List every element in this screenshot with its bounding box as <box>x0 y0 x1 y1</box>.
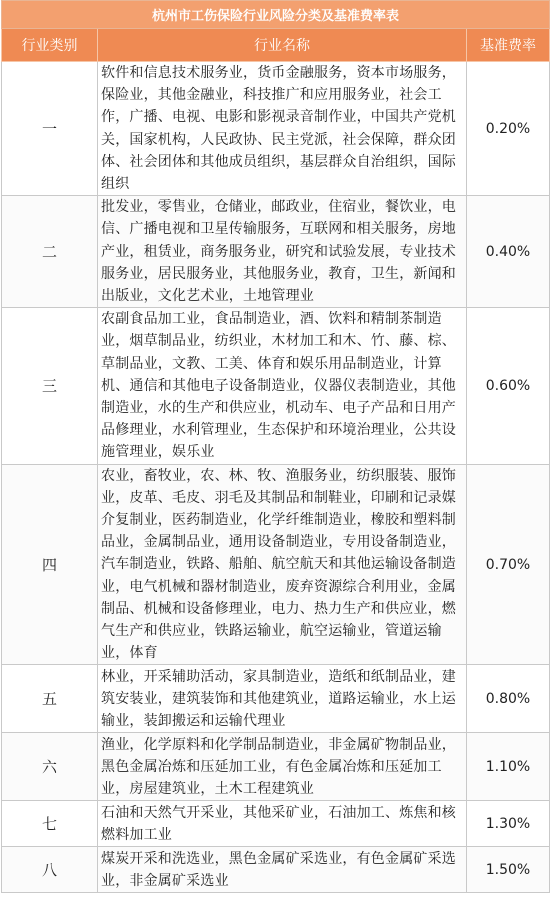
table-row <box>2 665 550 733</box>
table-row <box>2 464 550 665</box>
rate-cell: 1.30% <box>467 801 550 847</box>
category-cell: 四 <box>2 464 98 665</box>
category-cell: 七 <box>2 801 98 847</box>
rate-cell: 0.40% <box>467 196 550 308</box>
category-cell: 五 <box>2 665 98 733</box>
industry-names-cell: 批发业，零售业，仓储业，邮政业，住宿业，餐饮业，电信、广播电视和卫星传输服务，互联网和相关服务，房地产业，租赁业，商务服务业，研究和试验发展，专业技术服务业，居民服务业，其他服务业，教育，卫生，新闻和出版业，文化艺术业，土地管理业 <box>98 196 467 308</box>
rate-cell: 0.70% <box>467 464 550 665</box>
industry-names-cell: 农业，畜牧业，农、林、牧、渔服务业，纺织服装、服饰业，皮革、毛皮、羽毛及其制品和制鞋业，印刷和记录媒介复制业，医药制造业，化学纤维制造业，橡胶和塑料制品业，金属制品业，通用设备制造业，专用设备制造业，汽车制造业，铁路、船舶、航空航天和其他运输设备制造业，电气机械和器材制造业，废弃资源综合利用业，金属制品、机械和设备修理业，电力、热力生产和供应业，燃气生产和供应业，铁路运输业，航空运输业，管道运输业，体育 <box>98 464 467 665</box>
rate-cell: 0.60% <box>467 308 550 464</box>
rate-table <box>1 0 550 893</box>
rate-cell: 1.50% <box>467 847 550 893</box>
industry-names-cell: 渔业，化学原料和化学制品制造业，非金属矿物制品业，黑色金属冶炼和压延加工业，有色金属冶炼和压延加工业，房屋建筑业，土木工程建筑业 <box>98 733 467 801</box>
table-row <box>2 308 550 464</box>
header-row <box>2 29 550 62</box>
title-row <box>2 1 550 29</box>
table-row <box>2 62 550 196</box>
industry-names-cell: 农副食品加工业，食品制造业，酒、饮料和精制茶制造业，烟草制品业，纺织业，木材加工和木、竹、藤、棕、草制品业，文教、工美、体育和娱乐用品制造业，计算机、通信和其他电子设备制造业，仪器仪表制造业，其他制造业，水的生产和供应业，机动车、电子产品和日用产品修理业，水利管理业，生态保护和环境治理业，公共设施管理业，娱乐业 <box>98 308 467 464</box>
category-cell: 二 <box>2 196 98 308</box>
industry-names-cell: 林业，开采辅助活动，家具制造业，造纸和纸制品业，建筑安装业，建筑装饰和其他建筑业，道路运输业，水上运输业，装卸搬运和运输代理业 <box>98 665 467 733</box>
table-row <box>2 801 550 847</box>
category-cell: 六 <box>2 733 98 801</box>
table-title: 杭州市工伤保险行业风险分类及基准费率表 <box>2 1 550 29</box>
category-cell: 一 <box>2 62 98 196</box>
header-category: 行业类别 <box>2 29 98 62</box>
table-row <box>2 196 550 308</box>
industry-names-cell: 软件和信息技术服务业，货币金融服务，资本市场服务，保险业，其他金融业，科技推广和应用服务业，社会工作，广播、电视、电影和影视录音制作业，中国共产党机关，国家机构，人民政协、民主党派，社会保障，群众团体、社会团体和其他成员组织，基层群众自治组织，国际组织 <box>98 62 467 196</box>
table-row <box>2 733 550 801</box>
header-rate: 基准费率 <box>467 29 550 62</box>
table-row <box>2 847 550 893</box>
header-names: 行业名称 <box>98 29 467 62</box>
industry-names-cell: 石油和天然气开采业，其他采矿业，石油加工、炼焦和核燃料加工业 <box>98 801 467 847</box>
category-cell: 三 <box>2 308 98 464</box>
industry-names-cell: 煤炭开采和洗选业，黑色金属矿采选业，有色金属矿采选业，非金属矿采选业 <box>98 847 467 893</box>
rate-cell: 0.80% <box>467 665 550 733</box>
rate-cell: 0.20% <box>467 62 550 196</box>
category-cell: 八 <box>2 847 98 893</box>
rate-cell: 1.10% <box>467 733 550 801</box>
rate-table-container <box>1 0 549 893</box>
